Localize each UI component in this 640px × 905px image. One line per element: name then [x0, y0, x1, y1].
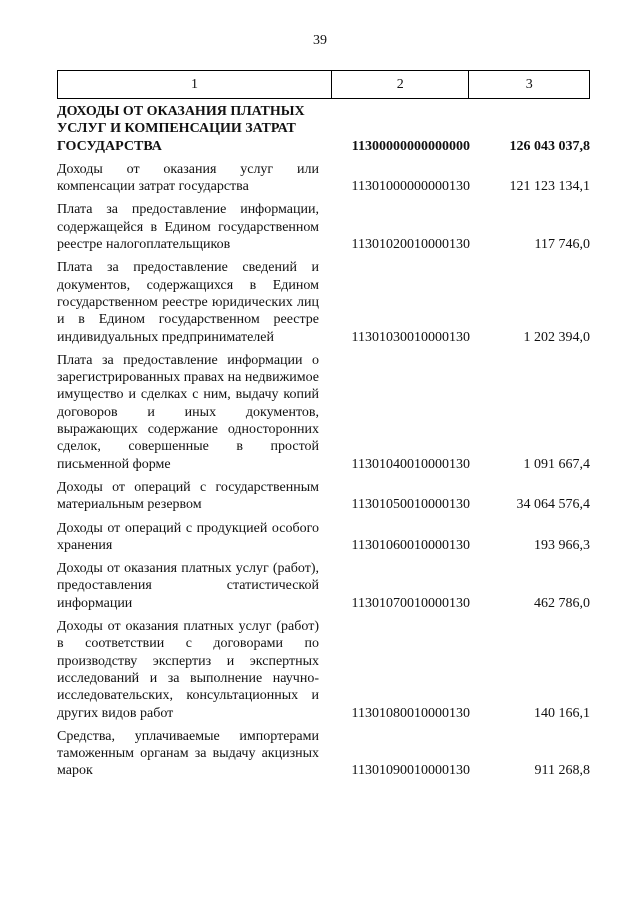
table-row: [57, 161, 590, 196]
row-name: Плата за предоставление сведений и документов, содержащихся в Едином государственном реестре юридических лиц и в Едином государственном реестре индивидуальных предпринимателей: [57, 260, 319, 345]
row-code: 11301030010000130: [351, 329, 470, 345]
row-value: 193 966,3: [534, 537, 590, 553]
row-value: 117 746,0: [534, 237, 590, 253]
row-code: 11301060010000130: [351, 537, 470, 553]
row-name: Доходы от оказания платных услуг (работ), предоставления статистической информации: [57, 561, 319, 611]
table-row: [57, 352, 590, 473]
table-row: [57, 479, 590, 514]
row-code: 11301090010000130: [351, 763, 470, 779]
row-code: 11301050010000130: [351, 497, 470, 513]
row-value: 121 123 134,1: [509, 179, 590, 195]
row-value: 126 043 037,8: [509, 138, 590, 154]
table-row: [57, 560, 590, 612]
column-header-3: 3: [525, 76, 533, 92]
column-header-2: 2: [332, 71, 469, 98]
row-name: Доходы от операций с продукцией особого хранения: [57, 520, 319, 553]
row-name: Плата за предоставление информации о зарегистрированных правах на недвижимое имущество и сделках с ним, выдачу копий договоров и иных документов, выражающих содержание односторонних сделок, совершенные в простой письменной форме: [57, 352, 319, 472]
table-row: [57, 259, 590, 345]
column-header-1: 1: [58, 71, 332, 98]
table-header-row: [57, 70, 590, 99]
row-code: 11301040010000130: [351, 456, 470, 472]
row-name: Доходы от оказания платных услуг (работ) в соответствии с договорами по производству экспертиз и экспертных исследований и за выполнение научно-исследовательских, консультационных и других видов работ: [57, 619, 319, 721]
row-code: 11301020010000130: [351, 237, 470, 253]
row-value: 140 166,1: [534, 705, 590, 721]
table-row-total: [57, 103, 590, 155]
revenue-table: [57, 70, 590, 780]
table-row: [57, 520, 590, 555]
row-name: ДОХОДЫ ОТ ОКАЗАНИЯ ПЛАТНЫХ УСЛУГ И КОМПЕНСАЦИИ ЗАТРАТ ГОСУДАРСТВА: [57, 104, 305, 154]
table-body: [57, 103, 590, 780]
row-name: Средства, уплачиваемые импортерами таможенным органам за выдачу акцизных марок: [57, 728, 319, 779]
row-value: 1 202 394,0: [523, 329, 590, 345]
row-name: Доходы от оказания услуг или компенсации затрат государства: [57, 161, 319, 195]
table-row: [57, 201, 590, 253]
row-value: 1 091 667,4: [523, 456, 590, 472]
row-code: 11301000000000130: [351, 179, 470, 195]
row-value: 34 064 576,4: [516, 497, 590, 513]
row-name: Плата за предоставление информации, содержащейся в Едином государственном реестре налогоплательщиков: [57, 202, 319, 253]
row-code: 11300000000000000: [351, 138, 470, 154]
row-value: 462 786,0: [534, 595, 590, 611]
table-row: [57, 618, 590, 722]
row-value: 911 268,8: [534, 763, 590, 779]
table-row: [57, 728, 590, 780]
row-name: Доходы от операций с государственным материальным резервом: [57, 479, 319, 513]
row-code: 11301070010000130: [351, 595, 470, 611]
page-number: 39: [313, 33, 327, 48]
row-code: 11301080010000130: [351, 705, 470, 721]
